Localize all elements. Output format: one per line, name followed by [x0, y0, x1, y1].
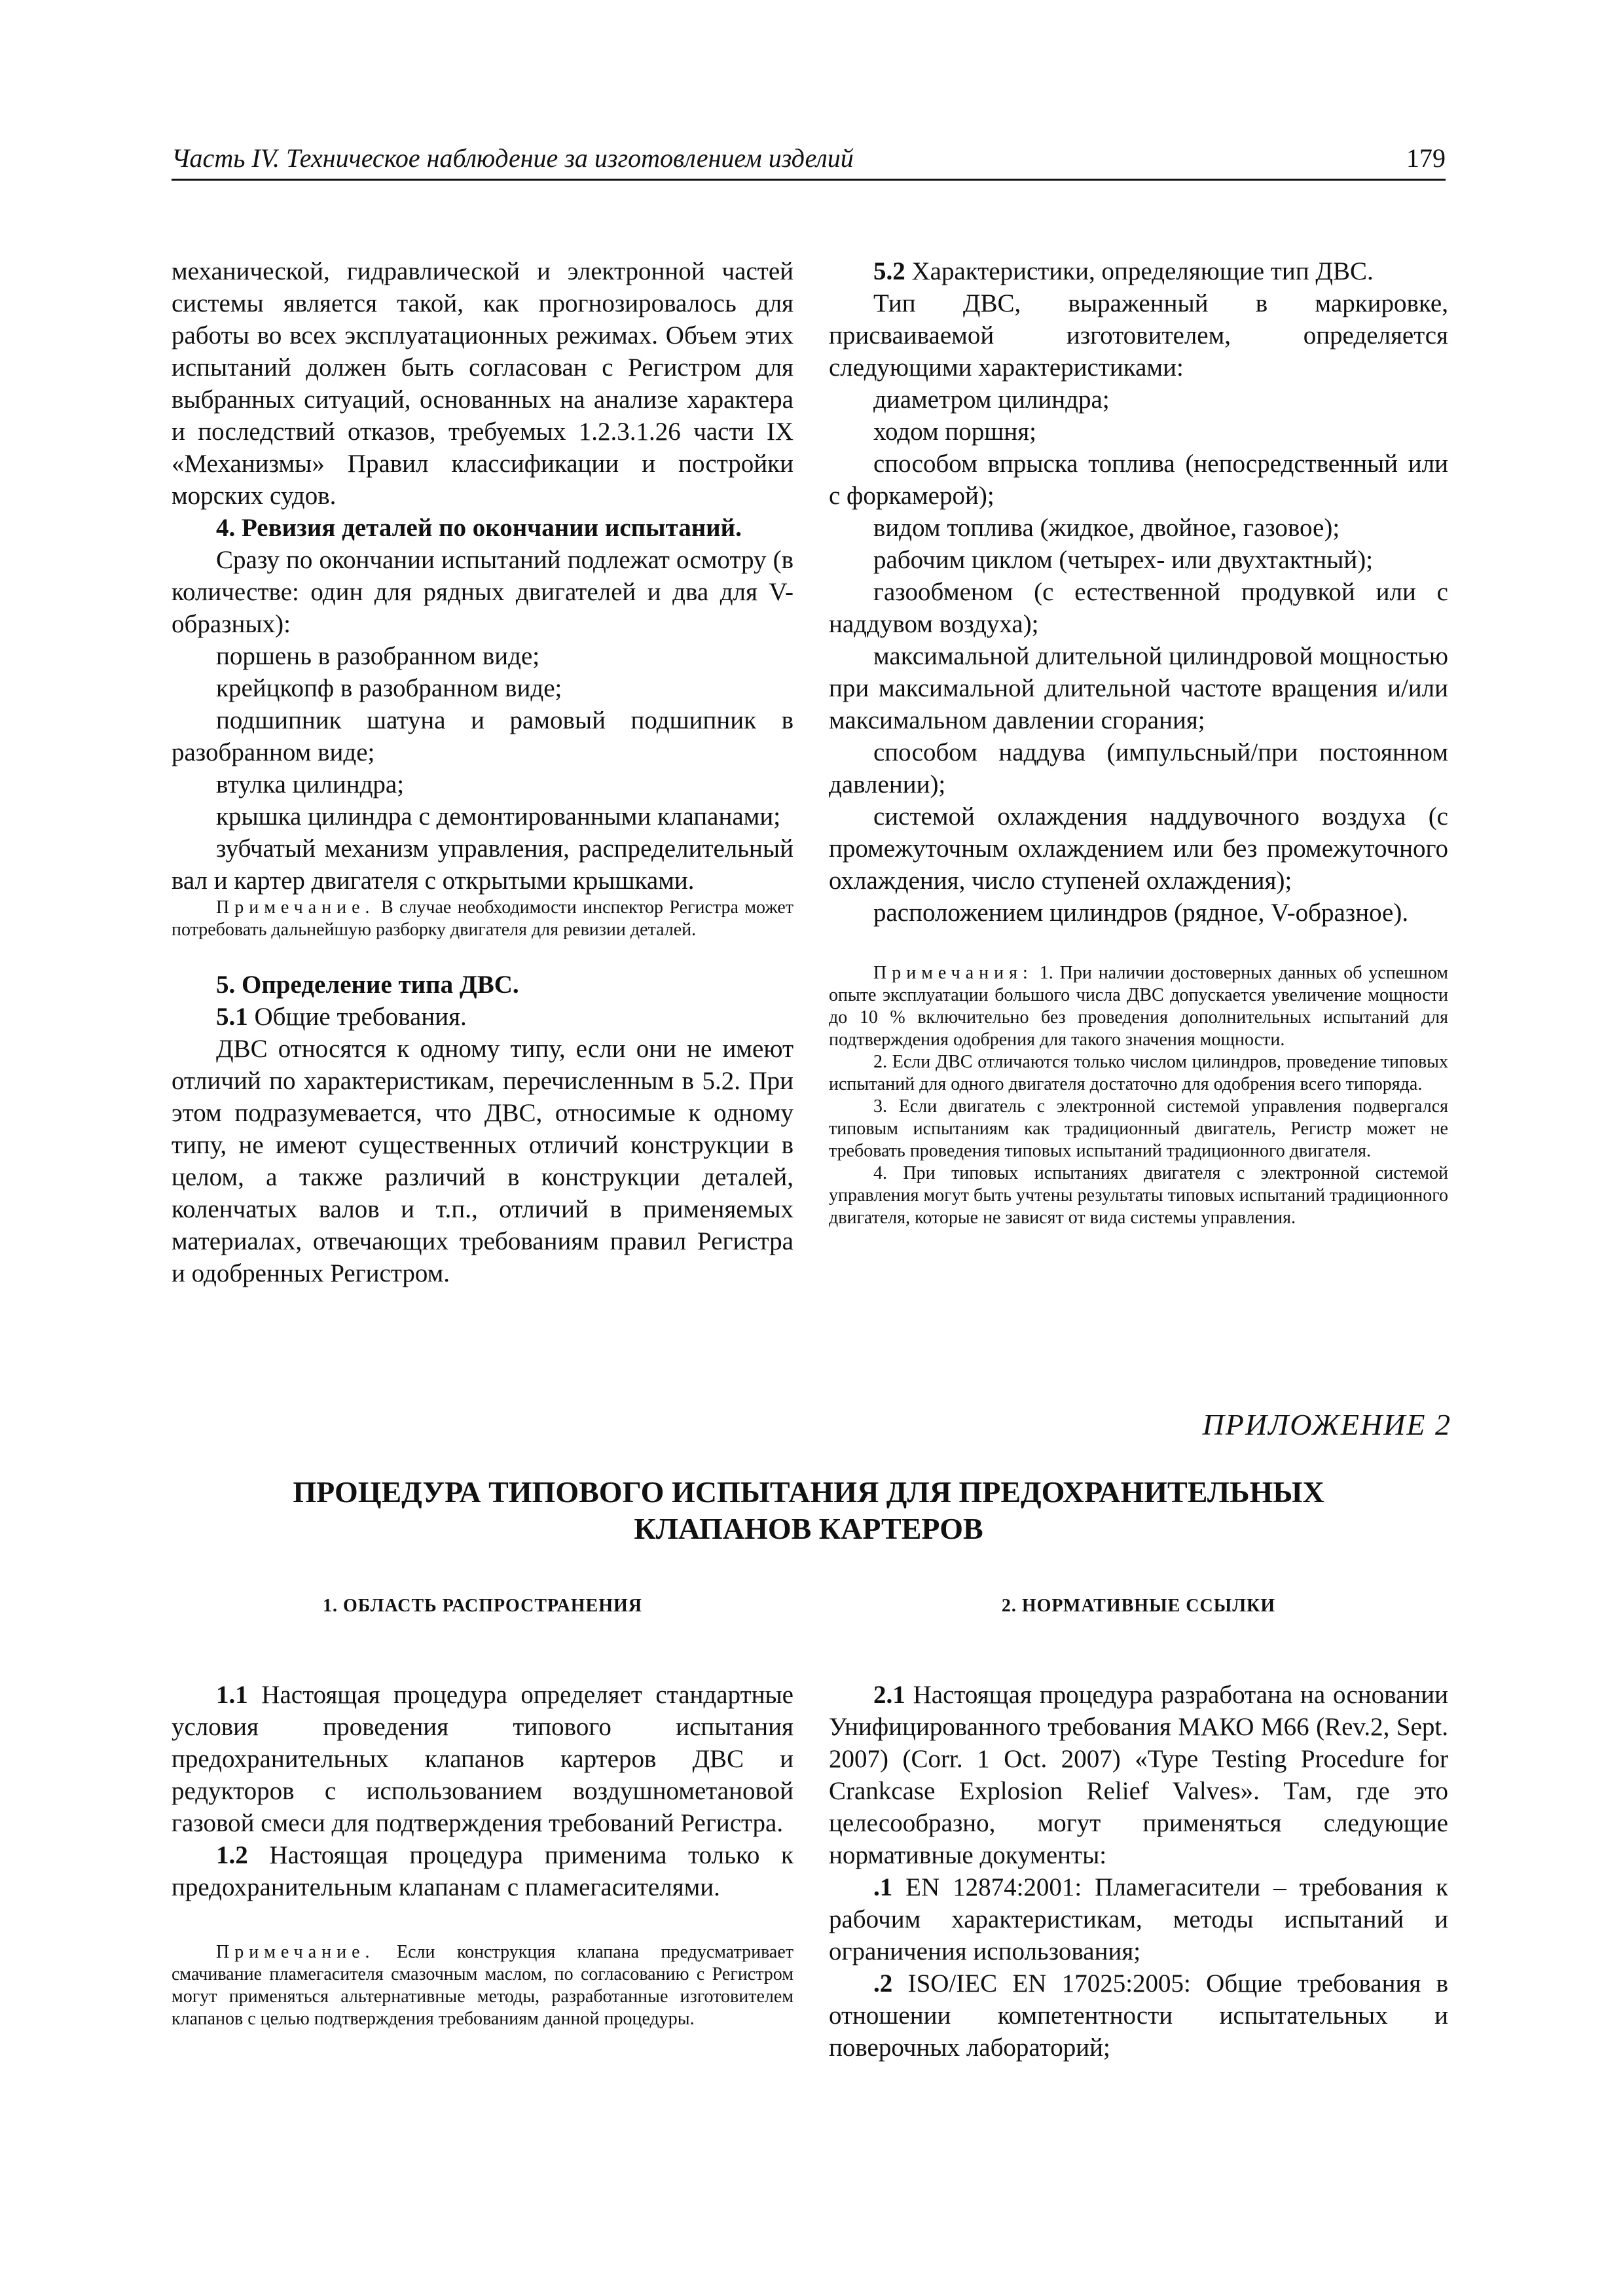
notes-block [829, 962, 1448, 1229]
list-item: видом топлива (жидкое, двойное, газовое); [873, 514, 1340, 542]
section-1-heading: 1. ОБЛАСТЬ РАСПРОСТРАНЕНИЯ [323, 1596, 642, 1616]
right-column-bottom [829, 1679, 1448, 2064]
section-2-heading: 2. НОРМАТИВНЫЕ ССЫЛКИ [1001, 1596, 1276, 1616]
note [172, 1941, 793, 2030]
note-text: В случае необходимости инспектор Регистра может потребовать дальнейшую разборку двигателя для ревизии деталей. [172, 897, 793, 940]
paragraph: Тип ДВС, выраженный в маркировке, присваиваемой изготовителем, определяется следующими характеристиками: [829, 289, 1448, 382]
note: 3. Если двигатель с электронной системой управления подвергался типовым испытаниям как традиционный двигатель, Регистр может не требовать проведения типовых испытаний традиционного двигателя. [829, 1096, 1448, 1161]
note [172, 897, 793, 941]
appendix-title: ПРОЦЕДУРА ТИПОВОГО ИСПЫТАНИЯ ДЛЯ ПРЕДОХРАНИТЕЛЬНЫХ КЛАПАНОВ КАРТЕРОВ [293, 1475, 1324, 1545]
paragraph-1-2: 1.2 Настоящая процедура применима только к предохранительным клапанам с пламегасителями. [172, 1841, 794, 1901]
subsection-5-2: 5.2 Характеристики, определяющие тип ДВС. [873, 257, 1374, 285]
running-header [172, 143, 1446, 179]
reference-2: .2 ISO/IEC EN 17025:2005: Общие требования в отношении компетентности испытательных и поверочных лабораторий; [829, 1969, 1449, 2062]
paragraph: ДВС относятся к одному типу, если они не имеют отличий по характеристикам, перечисленным в 5.2. При этом подразумевается, что ДВС, относимые к одному типу, не имеют существенных отличий конструкции в целом, а также различий в конструкции деталей, коленчатых валов и т.п., отличий в применяемых материалах, отвечающих требованиям правил Регистра и одобренных Регистром. [172, 1035, 793, 1287]
list-item: системой охлаждения наддувочного воздуха (с промежуточным охлаждением или без промежуточного охлаждения, число ступеней охлаждения); [829, 802, 1448, 895]
list-item: крышка цилиндра с демонтированными клапанами; [216, 802, 781, 831]
page-number: 179 [1406, 143, 1446, 173]
list-item: подшипник шатуна и рамовый подшипник в разобранном виде; [172, 706, 793, 766]
note-text: Если конструкция клапана предусматривает смачивание пламегасителя смазочным маслом, по согласованию с Регистром могут применяться альтернативные методы, разработанные изготовителем клапанов с целью подтверждения требованиям данной процедуры. [172, 1942, 794, 2029]
note: 2. Если ДВС отличаются только числом цилиндров, проведение типовых испытаний для одного двигателя достаточно для одобрения всего типоряда. [829, 1052, 1448, 1094]
header-rule [172, 179, 1446, 181]
note-label: Примечание. [216, 1942, 375, 1962]
list-item: зубчатый механизм управления, распределительный вал и картер двигателя с открытыми крышками. [172, 834, 793, 895]
list-item: рабочим циклом (четырех- или двухтактный); [873, 546, 1374, 574]
appendix-label: ПРИЛОЖЕНИЕ 2 [1202, 1408, 1451, 1441]
paragraph: механической, гидравлической и электронной частей системы является такой, как прогнозировалось для работы во всех эксплуатационных режимах. Объем этих испытаний должен быть согласован с Регистром для выбранных ситуаций, основанных на анализе характера и последствий отказов, требуемых 1.2.3.1.26 части IX «Механизмы» Правил классификации и постройки морских судов. [172, 257, 793, 510]
list-item: ходом поршня; [873, 418, 1036, 446]
note: Примечания: 1. При наличии достоверных данных об успешном опыте эксплуатации большого числа ДВС допускается увеличение мощности до 10 % включительно без проведения дополнительных испытаний для подтверждения одобрения для такого значения мощности. [829, 963, 1448, 1050]
header-title: Часть IV. Техническое наблюдение за изготовлением изделий [172, 143, 854, 173]
note: 4. При типовых испытаниях двигателя с электронной системой управления могут быть учтены результаты типовых испытаний традиционного двигателя, которые не зависят от вида системы управления. [829, 1163, 1448, 1228]
paragraph: Сразу по окончании испытаний подлежат осмотру (в количестве: один для рядных двигателей и два для V-образных): [172, 546, 793, 638]
notes-label: Примечания: [873, 963, 1033, 983]
section-5-heading: 5. Определение типа ДВС. [216, 971, 519, 999]
list-item: крейцкопф в разобранном виде; [216, 674, 562, 702]
paragraph-2-1: 2.1 Настоящая процедура разработана на основании Унифицированного требования МАКО М66 (Rev.2, Sept. 2007) (Corr. 1 Oct. 2007) «Type Testing Procedure for Crankcase Explosion Relief Valves». Там, где это целесообразно, могут применяться следующие нормативные документы: [829, 1681, 1448, 1869]
list-item: поршень в разобранном виде; [216, 642, 540, 670]
paragraph-1-1: 1.1 Настоящая процедура определяет стандартные условия проведения типового испытания предохранительных клапанов картеров ДВС и редукторов с использованием воздушнометановой газовой смеси для подтверждения требований Регистра. [172, 1681, 793, 1837]
list-item: способом наддува (импульсный/при постоянном давлении); [829, 738, 1448, 798]
left-column-top [172, 255, 793, 1289]
list-item: максимальной длительной цилиндровой мощностью при максимальной длительной частоте вращения и/или максимальном давлении сгорания; [829, 642, 1448, 734]
list-item: газообменом (с естественной продувкой или с наддувом воздуха); [829, 578, 1448, 638]
note-bottom [172, 1941, 793, 2030]
list-item: втулка цилиндра; [216, 770, 405, 798]
list-item: диаметром цилиндра; [873, 386, 1110, 414]
reference-1: .1 EN 12874:2001: Пламегасители – требования к рабочим характеристикам, методы испытаний и ограничения использования; [829, 1873, 1448, 1965]
list-item: способом впрыска топлива (непосредственный или с форкамерой); [829, 450, 1448, 510]
left-column-bottom [172, 1679, 793, 1903]
list-item: расположением цилиндров (рядное, V-образное). [873, 899, 1409, 927]
section-4-heading: 4. Ревизия деталей по окончании испытаний. [216, 514, 742, 542]
right-column-top [829, 255, 1448, 929]
note-label: Примечание. [216, 897, 375, 918]
subsection-5-1: 5.1 Общие требования. [216, 1003, 467, 1031]
